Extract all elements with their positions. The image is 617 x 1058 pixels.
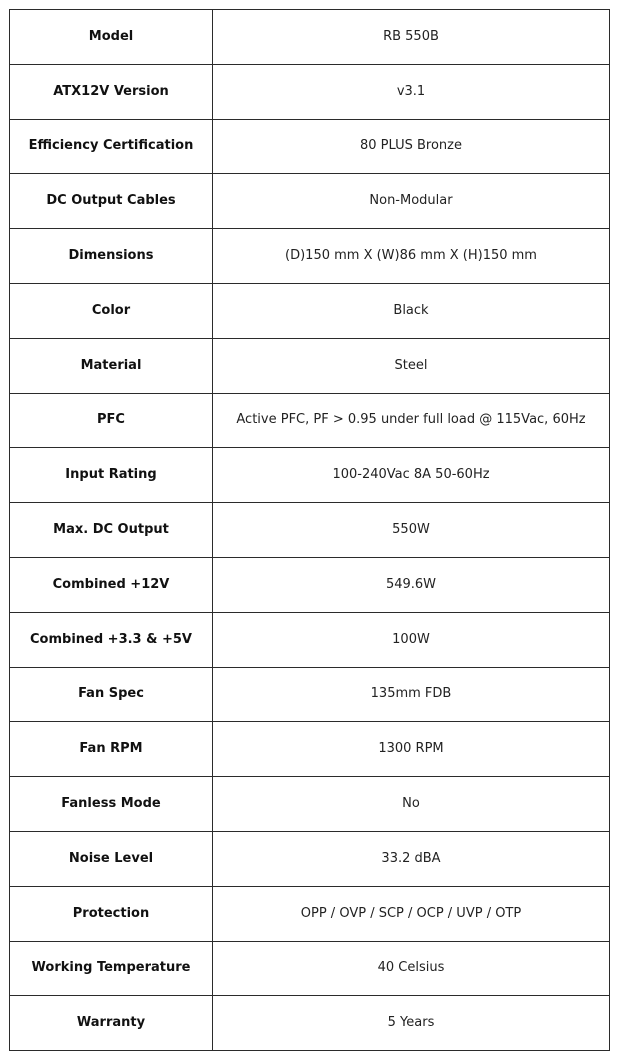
- spec-value: 100-240Vac 8A 50-60Hz: [213, 448, 610, 503]
- spec-value: 5 Years: [213, 996, 610, 1051]
- spec-row-max-dc-output: [10, 503, 610, 558]
- spec-row-input-rating: [10, 448, 610, 503]
- spec-row-dc-output-cables: [10, 174, 610, 229]
- spec-value: Black: [213, 283, 610, 338]
- spec-table: [9, 9, 610, 1051]
- spec-label: Material: [10, 338, 213, 393]
- spec-label: Combined +12V: [10, 557, 213, 612]
- spec-row-combined-12v: [10, 557, 610, 612]
- spec-row-atx12v-version: [10, 64, 610, 119]
- spec-row-protection: [10, 886, 610, 941]
- spec-value: 80 PLUS Bronze: [213, 119, 610, 174]
- spec-value: (D)150 mm X (W)86 mm X (H)150 mm: [213, 229, 610, 284]
- spec-row-pfc: [10, 393, 610, 448]
- spec-label: Dimensions: [10, 229, 213, 284]
- spec-row-dimensions: [10, 229, 610, 284]
- spec-row-fan-spec: [10, 667, 610, 722]
- spec-label: Efficiency Certification: [10, 119, 213, 174]
- spec-label: Protection: [10, 886, 213, 941]
- spec-label: Warranty: [10, 996, 213, 1051]
- spec-row-fan-rpm: [10, 722, 610, 777]
- spec-label: Noise Level: [10, 831, 213, 886]
- spec-label: Fan Spec: [10, 667, 213, 722]
- spec-row-material: [10, 338, 610, 393]
- spec-value: v3.1: [213, 64, 610, 119]
- spec-row-model: [10, 10, 610, 65]
- spec-label: Working Temperature: [10, 941, 213, 996]
- spec-value: RB 550B: [213, 10, 610, 65]
- spec-value: 100W: [213, 612, 610, 667]
- spec-value: Non-Modular: [213, 174, 610, 229]
- spec-label: ATX12V Version: [10, 64, 213, 119]
- spec-label: DC Output Cables: [10, 174, 213, 229]
- spec-row-fanless-mode: [10, 777, 610, 832]
- spec-label: Color: [10, 283, 213, 338]
- spec-row-efficiency-certification: [10, 119, 610, 174]
- spec-row-working-temperature: [10, 941, 610, 996]
- spec-label: Max. DC Output: [10, 503, 213, 558]
- spec-value: 549.6W: [213, 557, 610, 612]
- spec-table-body: [10, 10, 610, 1051]
- spec-value: No: [213, 777, 610, 832]
- spec-label: Combined +3.3 & +5V: [10, 612, 213, 667]
- spec-value: OPP / OVP / SCP / OCP / UVP / OTP: [213, 886, 610, 941]
- spec-row-combined-3v3-5v: [10, 612, 610, 667]
- spec-row-warranty: [10, 996, 610, 1051]
- spec-label: Fan RPM: [10, 722, 213, 777]
- spec-value: 40 Celsius: [213, 941, 610, 996]
- spec-value: 1300 RPM: [213, 722, 610, 777]
- spec-label: Fanless Mode: [10, 777, 213, 832]
- spec-label: Input Rating: [10, 448, 213, 503]
- spec-value: Steel: [213, 338, 610, 393]
- spec-value: 33.2 dBA: [213, 831, 610, 886]
- spec-value: Active PFC, PF > 0.95 under full load @ 115Vac, 60Hz: [213, 393, 610, 448]
- spec-row-noise-level: [10, 831, 610, 886]
- spec-value: 135mm FDB: [213, 667, 610, 722]
- spec-value: 550W: [213, 503, 610, 558]
- spec-row-color: [10, 283, 610, 338]
- spec-label: PFC: [10, 393, 213, 448]
- spec-label: Model: [10, 10, 213, 65]
